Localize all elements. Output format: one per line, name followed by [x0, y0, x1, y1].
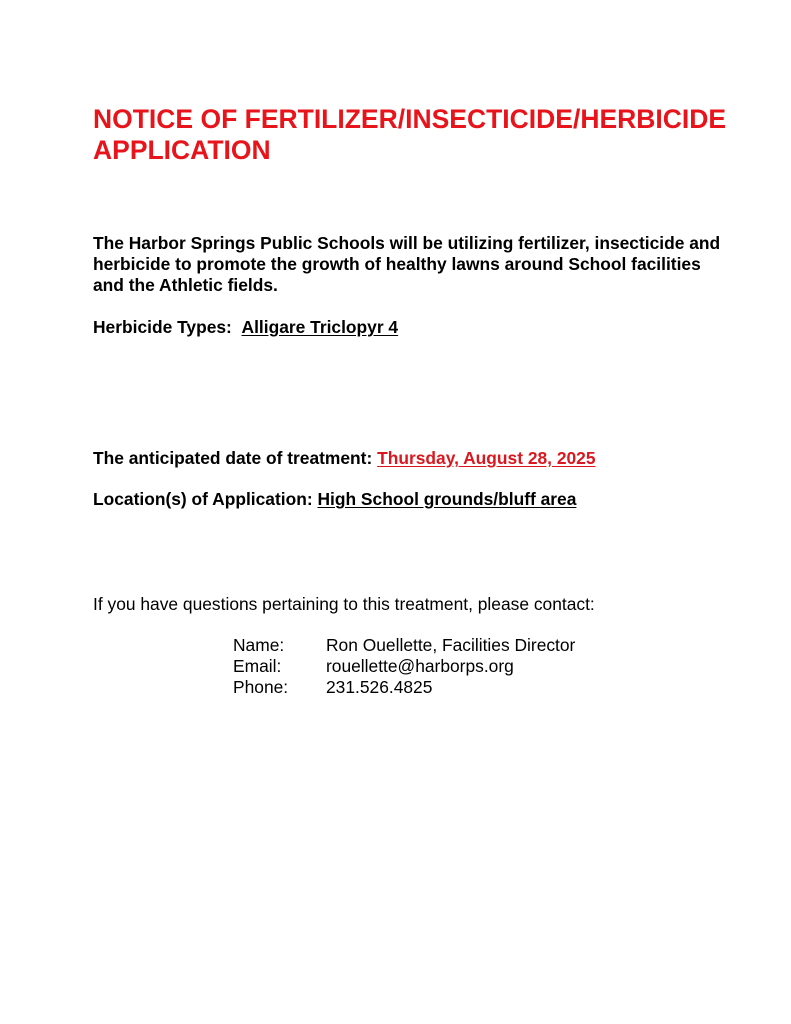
contact-name-row: [233, 635, 575, 656]
email-value[interactable]: rouellette@harborps.org: [326, 656, 514, 676]
contact-block: [233, 635, 575, 698]
treatment-date: [93, 448, 596, 469]
date-value: Thursday, August 28, 2025: [377, 448, 596, 468]
contact-phone-row: [233, 677, 575, 698]
herbicide-label: Herbicide Types:: [93, 317, 232, 337]
intro-paragraph: The Harbor Springs Public Schools will be utilizing fertilizer, insecticide and herbicide to promote the growth of healthy lawns around School facilities and the Athletic fields.: [93, 233, 721, 295]
name-value: Ron Ouellette, Facilities Director: [326, 635, 576, 655]
contact-email-row: [233, 656, 575, 677]
phone-label: Phone:: [233, 677, 289, 697]
application-location: [93, 489, 576, 510]
date-label: The anticipated date of treatment:: [93, 448, 373, 468]
questions-text: If you have questions pertaining to this treatment, please contact:: [93, 594, 595, 614]
herbicide-value: Alligare Triclopyr 4: [241, 317, 399, 337]
phone-value: 231.526.4825: [326, 677, 433, 697]
location-value: High School grounds/bluff area: [317, 489, 577, 509]
email-label: Email:: [233, 656, 282, 676]
notice-title: NOTICE OF FERTILIZER/INSECTICIDE/HERBICIDE APPLICATION: [93, 104, 727, 165]
herbicide-types: [93, 317, 398, 338]
location-label: Location(s) of Application:: [93, 489, 313, 509]
name-label: Name:: [233, 635, 285, 655]
